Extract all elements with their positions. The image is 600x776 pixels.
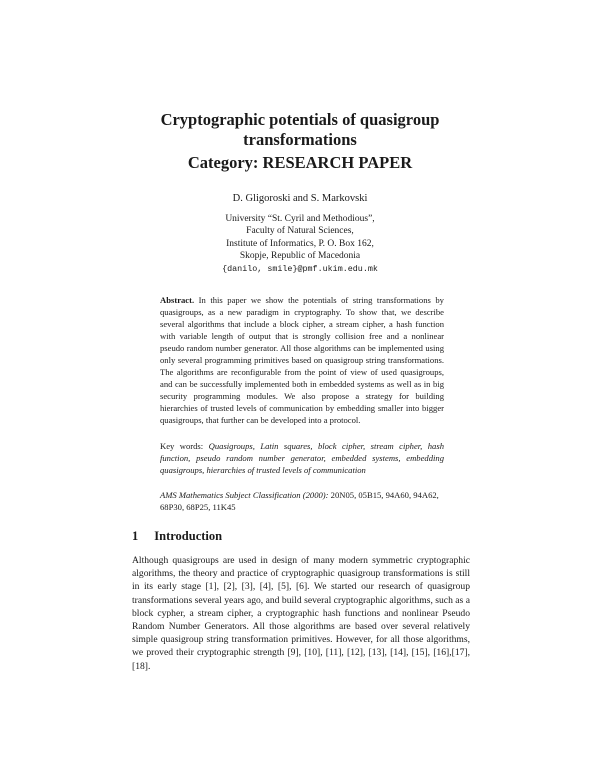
abstract-label: Abstract. [160,295,195,305]
section-heading [132,529,222,544]
email-address: {danilo, smile}@pmf.ukim.edu.mk [222,263,378,274]
category-heading: Category: RESEARCH PAPER [187,153,413,172]
keywords-text: Quasigroups, Latin squares, block cipher, stream cipher, hash function, pseudo random number generator, embedded systems, embedding quasigroups, hierarchies of trusted levels of communication [160,441,444,475]
section-number: 1 [132,529,139,543]
paper-title [100,110,500,150]
affiliation-line: Skopje, Republic of Macedonia [239,251,361,262]
affiliation-line: Institute of Informatics, P. O. Box 162, [226,238,374,249]
introduction-paragraph: Although quasigroups are used in design of many modern symmetric cryptographic algorithms, the theory and practice of cryptographic quasigroup transformations is still in its early stage [1], [2], [3], [4], [5], [6]. We started our research of quasigroup transformations several years ago, and build several cryptographic algorithms, such as a block cypher, a stream cipher, a cryptographic hash functions and nonlinear Pseudo Random Number Generators. All those algorithms are based over several relatively simple quasigroup string transformation primitives. However, for all those algorithms, we proved their cryptographic strength [9], [10], [11], [12], [13], [14], [15], [16],[17], [18]. [132,555,470,672]
keywords-label: Key words: [160,441,204,451]
keywords [160,440,444,476]
affiliation [150,213,450,275]
affiliation-line: University “St. Cyril and Methodious”, [225,214,375,224]
abstract-text: In this paper we show the potentials of string transformations by quasigroups, as a new paradigm in cryptography. To show that, we describe several algorithms that include a block cipher, a stream cipher, a hash function with variable length of output that is strongly collision free and a nonlinear pseudo random number generator. All those algorithms can be implemented using only several programming primitives based on quasigroup string transformations. The algorithms are reconfigurable from the point of view of used quasigroups, and can be successfully implemented both in embedded systems as well as in big security programming modules. We also propose a strategy for building hierarchies of trusted levels of communication by embedding smaller into bigger quasigroups, that further can be developed into a protocol. [160,295,444,425]
ams-label: AMS Mathematics Subject Classification (2000): [160,490,329,500]
section-title: Introduction [154,529,223,543]
title-line-1: Cryptographic potentials of quasigroup [160,110,440,129]
affiliation-line: Faculty of Natural Sciences, [246,226,354,237]
abstract [160,294,444,426]
ams-classification [160,489,444,513]
ams-codes: 20N05, 05B15, 94A60, 94A62, 68P30, 68P25, 11K45 [160,490,439,512]
authors: D. Gligoroski and S. Markovski [232,193,368,204]
title-line-2: transformations [243,130,357,149]
